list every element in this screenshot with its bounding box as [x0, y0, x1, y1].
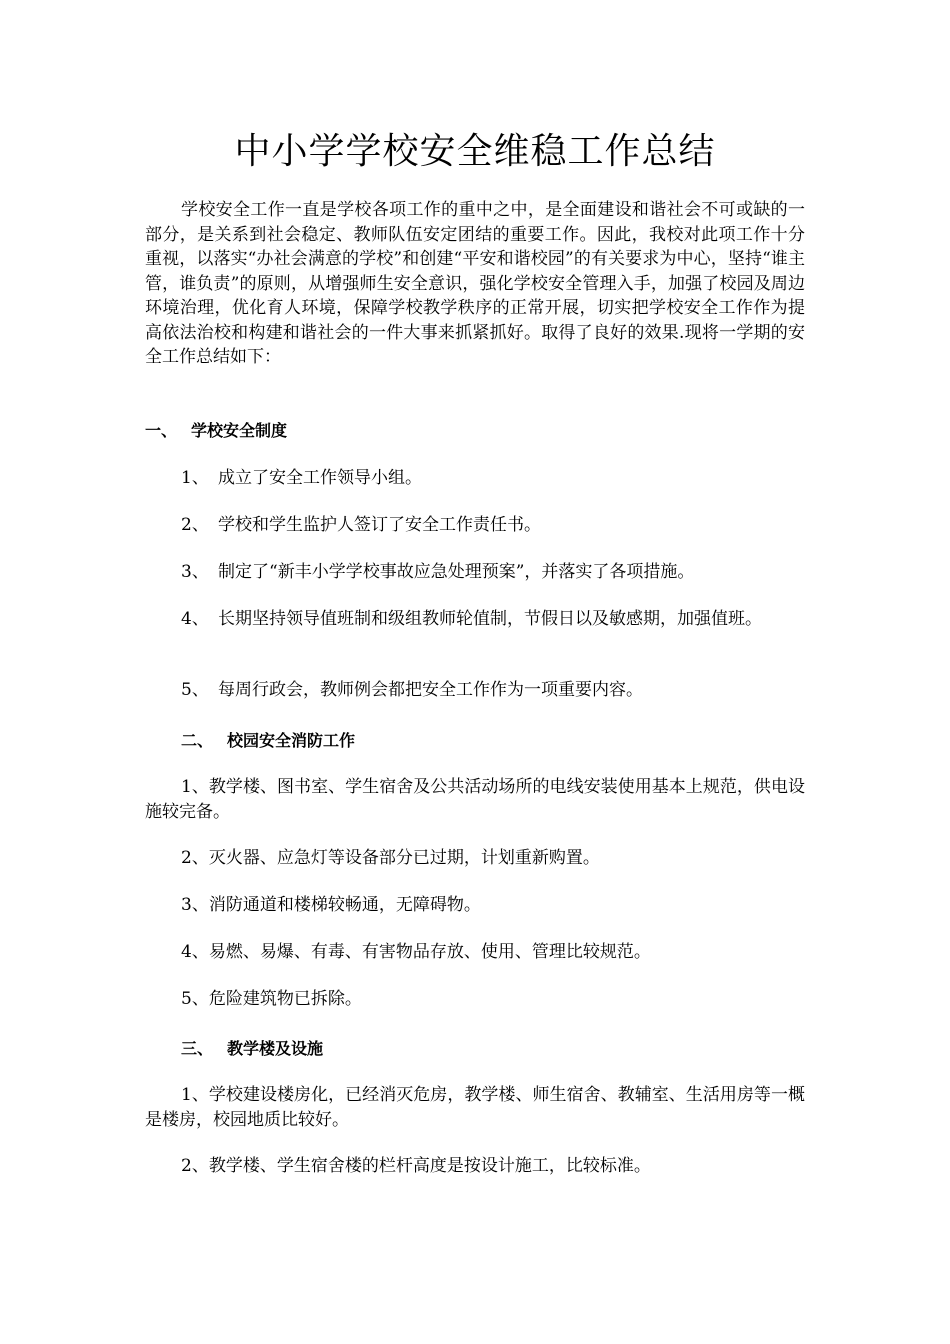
item-text: 制定了“新丰小学学校事故应急处理预案”，并落实了各项措施。	[218, 562, 695, 582]
list-item: 2、灭火器、应急灯等设备部分已过期，计划重新购置。	[181, 848, 600, 868]
item-text: 成立了安全工作领导小组。	[218, 468, 422, 488]
list-item: 1、教学楼、图书室、学生宿舍及公共活动场所的电线安装使用基本上规范，供电设施较完备。	[145, 777, 805, 822]
item-text: 长期坚持领导值班制和级组教师轮值制，节假日以及敏感期，加强值班。	[218, 609, 762, 629]
list-item: 3、消防通道和楼梯较畅通，无障碍物。	[181, 895, 481, 915]
list-item	[145, 560, 805, 585]
section-heading-2	[145, 729, 841, 754]
section-number: 三、	[181, 1039, 214, 1058]
document-title: 中小学学校安全维稳工作总结	[234, 131, 716, 172]
section-heading-1	[145, 419, 805, 444]
intro-paragraph: 学校安全工作一直是学校各项工作的重中之中，是全面建设和谐社会不可或缺的一部分，是关系到社会稳定、教师队伍安定团结的重要工作。因此，我校对此项工作十分重视，以落实“办社会满意的学校”和创建“平安和谐校园”的有关要求为中心，坚持“谁主管，谁负责”的原则，从增强师生安全意识，强化学校安全管理入手，加强了校园及周边环境治理，优化育人环境，保障学校教学秩序的正常开展，切实把学校安全工作作为提高依法治校和构建和谐社会的一件大事来抓紧抓好。取得了良好的效果.现将一学期的安全工作总结如下：	[145, 200, 805, 367]
list-item	[145, 607, 805, 632]
section-number: 二、	[181, 731, 214, 750]
section-title: 学校安全制度	[191, 421, 288, 440]
item-number: 1、	[181, 468, 209, 488]
list-item: 5、危险建筑物已拆除。	[181, 989, 362, 1009]
section-title: 教学楼及设施	[227, 1039, 324, 1058]
section-title: 校园安全消防工作	[227, 731, 356, 750]
item-number: 3、	[181, 562, 209, 582]
list-item: 2、教学楼、学生宿舍楼的栏杆高度是按设计施工，比较标准。	[181, 1156, 651, 1176]
list-item: 1、学校建设楼房化，已经消灭危房，教学楼、师生宿舍、教辅室、生活用房等一概是楼房，校园地质比较好。	[145, 1085, 805, 1130]
item-number: 2、	[181, 515, 209, 535]
item-number: 4、	[181, 609, 209, 629]
section-number: 一、	[145, 421, 178, 440]
item-number: 5、	[181, 680, 209, 700]
list-item	[145, 678, 805, 703]
item-text: 学校和学生监护人签订了安全工作责任书。	[218, 515, 541, 535]
list-item	[145, 466, 805, 491]
item-text: 每周行政会，教师例会都把安全工作作为一项重要内容。	[218, 680, 643, 700]
list-item	[145, 513, 805, 538]
section-heading-3	[145, 1037, 841, 1062]
list-item: 4、易燃、易爆、有毒、有害物品存放、使用、管理比较规范。	[181, 942, 651, 962]
